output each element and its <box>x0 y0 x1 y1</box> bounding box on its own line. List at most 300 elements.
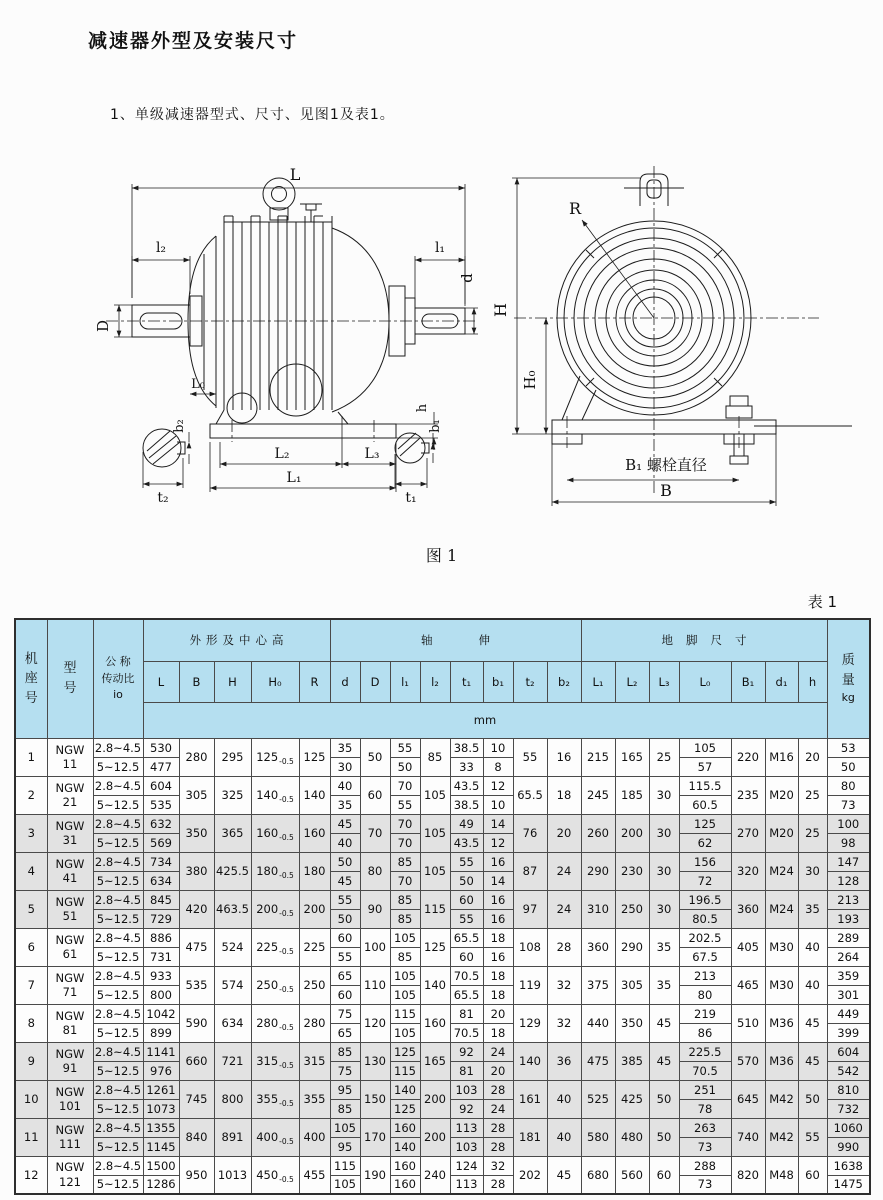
subheader-t2: t₂ <box>513 661 547 702</box>
cell-b2: 20 <box>547 814 581 852</box>
cell-b1: 16 <box>483 852 513 871</box>
cell-l1: 160 <box>390 1118 420 1137</box>
cell-t1: 81 <box>450 1061 483 1080</box>
cell-t2: 76 <box>513 814 547 852</box>
reducer-side-view <box>86 158 484 520</box>
h0-tolerance: -0.5 <box>279 1099 294 1108</box>
cell-d1: M42 <box>765 1080 798 1118</box>
subheader-H: H <box>214 661 251 702</box>
subheader-D: D <box>360 661 390 702</box>
cell-t1: 113 <box>450 1175 483 1194</box>
subheader-b2: b₂ <box>547 661 581 702</box>
cell-no: 10 <box>15 1080 47 1118</box>
cell-L3: 45 <box>649 1042 679 1080</box>
cell-R: 355 <box>299 1080 330 1118</box>
cell-model <box>47 1042 93 1080</box>
h0-value: 140 <box>256 788 279 802</box>
h0-tolerance: -0.5 <box>279 1137 294 1146</box>
cell-d: 60 <box>330 985 360 1004</box>
cell-l1: 70 <box>390 776 420 795</box>
cell-b1: 18 <box>483 966 513 985</box>
cell-t1: 50 <box>450 871 483 890</box>
cell-R: 280 <box>299 1004 330 1042</box>
cell-L3: 30 <box>649 852 679 890</box>
subheader-d1: d₁ <box>765 661 798 702</box>
model-series: NGW <box>55 970 85 985</box>
cell-t1: 92 <box>450 1042 483 1061</box>
cell-mass: 264 <box>827 947 870 966</box>
cell-B1: 360 <box>731 890 765 928</box>
table-row <box>15 1004 870 1023</box>
header-group-outline: 外形及中心高 <box>143 619 330 661</box>
cell-L0: 115.5 <box>679 776 731 795</box>
subheader-h: h <box>798 661 827 702</box>
cell-H0 <box>251 928 299 966</box>
cell-L0: 62 <box>679 833 731 852</box>
cell-L2: 385 <box>615 1042 649 1080</box>
cell-H0 <box>251 776 299 814</box>
cell-model <box>47 814 93 852</box>
cell-l2: 240 <box>420 1156 450 1194</box>
cell-L: 899 <box>143 1023 179 1042</box>
cell-L: 1261 <box>143 1080 179 1099</box>
cell-b2: 45 <box>547 1156 581 1194</box>
cell-B1: 465 <box>731 966 765 1004</box>
dim-R: R <box>568 199 582 218</box>
cell-L2: 305 <box>615 966 649 1004</box>
header-chuandongbi: 公 称 传动比 io <box>93 619 143 738</box>
model-size: 31 <box>62 833 78 847</box>
cell-b1: 16 <box>483 909 513 928</box>
cell-t1: 70.5 <box>450 966 483 985</box>
cell-l1: 140 <box>390 1137 420 1156</box>
cell-model <box>47 966 93 1004</box>
cell-l1: 85 <box>390 852 420 871</box>
cell-t1: 38.5 <box>450 795 483 814</box>
cell-L0: 125 <box>679 814 731 833</box>
dim-D: D <box>94 319 112 333</box>
cell-L: 1500 <box>143 1156 179 1175</box>
cell-l1: 160 <box>390 1156 420 1175</box>
h0-value: 400 <box>256 1130 279 1144</box>
cell-l2: 140 <box>420 966 450 1004</box>
cell-L3: 35 <box>649 966 679 1004</box>
cell-D: 60 <box>360 776 390 814</box>
h0-tolerance: -0.5 <box>279 757 294 766</box>
cell-d: 30 <box>330 757 360 776</box>
cell-t2: 140 <box>513 1042 547 1080</box>
dim-d: d <box>458 273 476 283</box>
cell-model <box>47 928 93 966</box>
figure-1 <box>86 158 880 520</box>
cell-H: 295 <box>214 738 251 776</box>
cell-h: 60 <box>798 1156 827 1194</box>
cell-l1: 105 <box>390 928 420 947</box>
subheader-L0: L₀ <box>679 661 731 702</box>
cell-B1: 235 <box>731 776 765 814</box>
cell-H: 524 <box>214 928 251 966</box>
model-series: NGW <box>55 1084 85 1099</box>
cell-t1: 113 <box>450 1118 483 1137</box>
dim-B: B <box>660 481 672 500</box>
h0-value: 280 <box>256 1016 279 1030</box>
cell-L0: 60.5 <box>679 795 731 814</box>
model-size: 51 <box>62 909 78 923</box>
cell-b1: 16 <box>483 890 513 909</box>
cell-t1: 49 <box>450 814 483 833</box>
cell-model <box>47 738 93 776</box>
cell-t2: 161 <box>513 1080 547 1118</box>
cell-l2: 125 <box>420 928 450 966</box>
cell-t1: 55 <box>450 852 483 871</box>
cell-no: 9 <box>15 1042 47 1080</box>
cell-l1: 70 <box>390 814 420 833</box>
table-row <box>15 776 870 795</box>
cell-b2: 16 <box>547 738 581 776</box>
cell-t2: 108 <box>513 928 547 966</box>
cell-b1: 14 <box>483 871 513 890</box>
cell-model <box>47 852 93 890</box>
cell-d1: M30 <box>765 966 798 1004</box>
h0-value: 200 <box>256 902 279 916</box>
subheader-L1: L₁ <box>581 661 615 702</box>
h0-tolerance: -0.5 <box>279 1061 294 1070</box>
cell-no: 1 <box>15 738 47 776</box>
dim-H0: H₀ <box>521 370 539 390</box>
h0-tolerance: -0.5 <box>279 795 294 804</box>
dim-L: L <box>289 165 301 184</box>
cell-L: 1073 <box>143 1099 179 1118</box>
cell-L2: 290 <box>615 928 649 966</box>
cell-h: 20 <box>798 738 827 776</box>
cell-D: 170 <box>360 1118 390 1156</box>
table-row <box>15 738 870 757</box>
cell-d1: M48 <box>765 1156 798 1194</box>
cell-ratios: 2.8~4.5 <box>93 1080 143 1099</box>
cell-l1: 115 <box>390 1061 420 1080</box>
cell-d: 95 <box>330 1137 360 1156</box>
cell-model <box>47 1118 93 1156</box>
cell-t1: 124 <box>450 1156 483 1175</box>
cell-L: 632 <box>143 814 179 833</box>
cell-l2: 105 <box>420 814 450 852</box>
cell-l1: 55 <box>390 738 420 757</box>
cell-mass: 604 <box>827 1042 870 1061</box>
cell-L0: 225.5 <box>679 1042 731 1061</box>
cell-b1: 28 <box>483 1118 513 1137</box>
cell-B1: 405 <box>731 928 765 966</box>
cell-L3: 30 <box>649 776 679 814</box>
model-size: 91 <box>62 1061 78 1075</box>
cell-L: 530 <box>143 738 179 757</box>
cell-mass: 100 <box>827 814 870 833</box>
subheader-L: L <box>143 661 179 702</box>
cell-R: 315 <box>299 1042 330 1080</box>
cell-L3: 50 <box>649 1118 679 1156</box>
cell-d1: M30 <box>765 928 798 966</box>
cell-H: 425.5 <box>214 852 251 890</box>
cell-l1: 70 <box>390 871 420 890</box>
cell-d1: M24 <box>765 852 798 890</box>
cell-mass: 128 <box>827 871 870 890</box>
cell-ratios: 2.8~4.5 <box>93 1156 143 1175</box>
cell-d: 65 <box>330 966 360 985</box>
h0-tolerance: -0.5 <box>279 833 294 842</box>
cell-d1: M42 <box>765 1118 798 1156</box>
h0-tolerance: -0.5 <box>279 947 294 956</box>
cell-mass: 449 <box>827 1004 870 1023</box>
cell-ratios: 5~12.5 <box>93 985 143 1004</box>
cell-ratios: 5~12.5 <box>93 909 143 928</box>
cell-l1: 85 <box>390 909 420 928</box>
cell-model <box>47 1156 93 1194</box>
cell-l2: 200 <box>420 1080 450 1118</box>
cell-L1: 360 <box>581 928 615 966</box>
cell-model <box>47 776 93 814</box>
cell-H0 <box>251 1004 299 1042</box>
cell-model <box>47 1004 93 1042</box>
cell-model <box>47 890 93 928</box>
cell-L: 634 <box>143 871 179 890</box>
cell-D: 50 <box>360 738 390 776</box>
cell-b1: 24 <box>483 1042 513 1061</box>
h0-tolerance: -0.5 <box>279 909 294 918</box>
model-size: 61 <box>62 947 78 961</box>
cell-b1: 8 <box>483 757 513 776</box>
model-size: 11 <box>62 757 78 771</box>
cell-mass: 1060 <box>827 1118 870 1137</box>
cell-no: 11 <box>15 1118 47 1156</box>
subheader-L3: L₃ <box>649 661 679 702</box>
cell-B: 590 <box>179 1004 214 1042</box>
cell-B: 745 <box>179 1080 214 1118</box>
cell-h: 25 <box>798 776 827 814</box>
cell-L0: 251 <box>679 1080 731 1099</box>
cell-b1: 28 <box>483 1080 513 1099</box>
cell-h: 55 <box>798 1118 827 1156</box>
cell-t1: 43.5 <box>450 833 483 852</box>
cell-H: 463.5 <box>214 890 251 928</box>
cell-l1: 105 <box>390 966 420 985</box>
cell-H0 <box>251 890 299 928</box>
cell-L0: 196.5 <box>679 890 731 909</box>
table-row <box>15 1118 870 1137</box>
dim-L1: L₁ <box>286 470 302 486</box>
cell-ratios: 5~12.5 <box>93 833 143 852</box>
cell-d: 35 <box>330 738 360 757</box>
cell-no: 8 <box>15 1004 47 1042</box>
cell-t2: 65.5 <box>513 776 547 814</box>
cell-H0 <box>251 852 299 890</box>
cell-b2: 32 <box>547 966 581 1004</box>
model-series: NGW <box>55 1160 85 1175</box>
cell-R: 400 <box>299 1118 330 1156</box>
cell-R: 140 <box>299 776 330 814</box>
cell-L2: 250 <box>615 890 649 928</box>
cell-B1: 220 <box>731 738 765 776</box>
header-group-foot: 地脚尺寸 <box>581 619 827 661</box>
cell-D: 190 <box>360 1156 390 1194</box>
cell-t1: 33 <box>450 757 483 776</box>
cell-h: 35 <box>798 890 827 928</box>
cell-L: 477 <box>143 757 179 776</box>
cell-L: 1355 <box>143 1118 179 1137</box>
cell-l1: 160 <box>390 1175 420 1194</box>
table-caption: 表 1 <box>807 593 837 611</box>
model-size: 81 <box>62 1023 78 1037</box>
h0-value: 315 <box>256 1054 279 1068</box>
cell-t1: 38.5 <box>450 738 483 757</box>
cell-l1: 115 <box>390 1004 420 1023</box>
cell-l1: 105 <box>390 1023 420 1042</box>
table-row <box>15 814 870 833</box>
cell-R: 160 <box>299 814 330 852</box>
dim-l1: l₁ <box>434 240 446 256</box>
cell-l1: 50 <box>390 757 420 776</box>
cell-ratios: 2.8~4.5 <box>93 852 143 871</box>
dim-t2: t₂ <box>157 490 169 506</box>
cell-D: 90 <box>360 890 390 928</box>
cell-d: 55 <box>330 947 360 966</box>
cell-d1: M36 <box>765 1004 798 1042</box>
cell-mass: 1475 <box>827 1175 870 1194</box>
h0-value: 355 <box>256 1092 279 1106</box>
cell-L: 731 <box>143 947 179 966</box>
cell-no: 2 <box>15 776 47 814</box>
cell-t2: 119 <box>513 966 547 1004</box>
subheader-l1: l₁ <box>390 661 420 702</box>
cell-B: 350 <box>179 814 214 852</box>
cell-no: 5 <box>15 890 47 928</box>
cell-ratios: 5~12.5 <box>93 795 143 814</box>
cell-b2: 40 <box>547 1118 581 1156</box>
cell-mass: 301 <box>827 985 870 1004</box>
cell-b1: 14 <box>483 814 513 833</box>
h0-value: 125 <box>256 750 279 764</box>
cell-L1: 525 <box>581 1080 615 1118</box>
cell-ratios: 2.8~4.5 <box>93 928 143 947</box>
cell-b1: 10 <box>483 738 513 757</box>
table-row <box>15 1156 870 1175</box>
cell-L0: 288 <box>679 1156 731 1175</box>
cell-no: 7 <box>15 966 47 1004</box>
cell-L0: 73 <box>679 1137 731 1156</box>
cell-b1: 28 <box>483 1137 513 1156</box>
h0-value: 450 <box>256 1167 279 1182</box>
h0-tolerance: -0.5 <box>279 1023 294 1032</box>
cell-L1: 290 <box>581 852 615 890</box>
cell-L0: 72 <box>679 871 731 890</box>
figure-caption: 图 1 <box>425 546 458 565</box>
cell-H0 <box>251 1042 299 1080</box>
cell-ratios: 2.8~4.5 <box>93 890 143 909</box>
cell-b2: 24 <box>547 852 581 890</box>
cell-mass: 810 <box>827 1080 870 1099</box>
cell-h: 40 <box>798 966 827 1004</box>
cell-l2: 160 <box>420 1004 450 1042</box>
cell-L2: 350 <box>615 1004 649 1042</box>
table-row <box>15 1042 870 1061</box>
cell-b1: 20 <box>483 1004 513 1023</box>
cell-L: 845 <box>143 890 179 909</box>
cell-R: 250 <box>299 966 330 1004</box>
cell-D: 120 <box>360 1004 390 1042</box>
table-row <box>15 928 870 947</box>
cell-L: 933 <box>143 966 179 985</box>
cell-H0 <box>251 738 299 776</box>
cell-l1: 125 <box>390 1042 420 1061</box>
cell-L0: 263 <box>679 1118 731 1137</box>
cell-mass: 80 <box>827 776 870 795</box>
cell-b1: 12 <box>483 776 513 795</box>
cell-L0: 80 <box>679 985 731 1004</box>
cell-d: 40 <box>330 776 360 795</box>
cell-ratios: 2.8~4.5 <box>93 776 143 795</box>
cell-t2: 55 <box>513 738 547 776</box>
cell-H: 721 <box>214 1042 251 1080</box>
table-row <box>15 966 870 985</box>
cell-mass: 289 <box>827 928 870 947</box>
cell-D: 130 <box>360 1042 390 1080</box>
cell-d: 50 <box>330 909 360 928</box>
cell-H0 <box>251 1080 299 1118</box>
unit-header: mm <box>143 702 827 738</box>
cell-mass: 98 <box>827 833 870 852</box>
model-size: 111 <box>59 1137 81 1151</box>
cell-mass: 73 <box>827 795 870 814</box>
cell-t1: 103 <box>450 1137 483 1156</box>
cell-ratios: 5~12.5 <box>93 757 143 776</box>
model-size: 121 <box>59 1174 81 1189</box>
cell-H: 1013 <box>214 1156 251 1194</box>
dim-L3: L₃ <box>364 446 380 462</box>
cell-ratios: 2.8~4.5 <box>93 1042 143 1061</box>
cell-L0: 105 <box>679 738 731 757</box>
cell-t1: 60 <box>450 890 483 909</box>
cell-L1: 580 <box>581 1118 615 1156</box>
cell-mass: 50 <box>827 757 870 776</box>
cell-H0 <box>251 1156 299 1194</box>
cell-H: 891 <box>214 1118 251 1156</box>
model-size: 101 <box>59 1099 81 1113</box>
cell-b1: 16 <box>483 947 513 966</box>
cell-L3: 50 <box>649 1080 679 1118</box>
cell-B: 380 <box>179 852 214 890</box>
cell-l2: 200 <box>420 1118 450 1156</box>
cell-H: 325 <box>214 776 251 814</box>
cell-d: 85 <box>330 1042 360 1061</box>
cell-B: 280 <box>179 738 214 776</box>
dim-L0: L₀ <box>191 377 205 392</box>
h0-value: 225 <box>256 940 279 954</box>
model-series: NGW <box>55 1122 85 1137</box>
cell-H: 574 <box>214 966 251 1004</box>
dim-b2: b₂ <box>172 419 187 433</box>
cell-l1: 85 <box>390 947 420 966</box>
cell-L3: 30 <box>649 890 679 928</box>
cell-t2: 202 <box>513 1156 547 1194</box>
cell-l1: 105 <box>390 985 420 1004</box>
cell-t1: 81 <box>450 1004 483 1023</box>
cell-l1: 70 <box>390 833 420 852</box>
cell-t1: 70.5 <box>450 1023 483 1042</box>
page-title: 减速器外型及安装尺寸 <box>88 30 299 52</box>
dim-h: h <box>415 403 430 413</box>
cell-b1: 24 <box>483 1099 513 1118</box>
table-row <box>15 890 870 909</box>
cell-b2: 32 <box>547 1004 581 1042</box>
cell-B1: 645 <box>731 1080 765 1118</box>
